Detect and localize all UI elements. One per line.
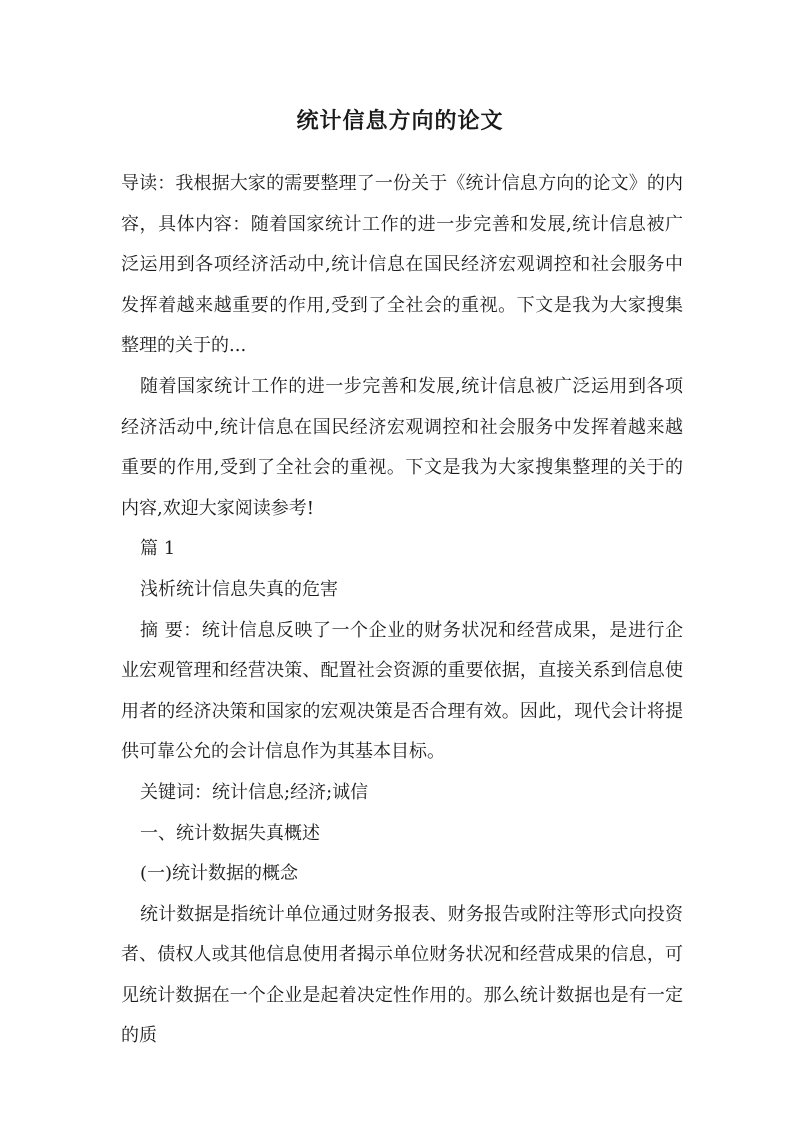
body-paragraph: 随着国家统计工作的进一步完善和发展,统计信息被广泛运用到各项经济活动中,统计信息在国民经济宏观调控和社会服务中发挥着越来越重要的作用,受到了全社会的重视。下文是我为大家搜集整理的关于的内容,欢迎大家阅读参考! bbox=[121, 375, 683, 519]
intro-paragraph: 导读：我根据大家的需要整理了一份关于《统计信息方向的论文》的内容，具体内容：随着国家统计工作的进一步完善和发展,统计信息被广泛运用到各项经济活动中,统计信息在国民经济宏观调控和社会服务中发挥着越来越重要的作用,受到了全社会的重视。下文是我为大家搜集整理的关于的... bbox=[121, 173, 683, 357]
keywords-line: 关键词：统计信息;经济;诚信 bbox=[140, 781, 369, 803]
chapter-label: 篇 1 bbox=[140, 538, 176, 560]
document-title: 统计信息方向的论文 bbox=[296, 108, 504, 134]
body-paragraph: 统计数据是指统计单位通过财务报表、财务报告或附注等形式向投资者、债权人或其他信息使用者揭示单位财务状况和经营成果的信息，可见统计数据在一个企业是起着决定性作用的。那么统计数据也是有一定的质 bbox=[121, 903, 683, 1047]
section-heading: 一、统计数据失真概述 bbox=[140, 822, 320, 844]
subsection-heading: (一)统计数据的概念 bbox=[140, 863, 299, 885]
article-title: 浅析统计信息失真的危害 bbox=[140, 578, 338, 600]
document-body bbox=[121, 164, 683, 1057]
abstract-paragraph: 摘 要：统计信息反映了一个企业的财务状况和经营成果，是进行企业宏观管理和经营决策、配置社会资源的重要依据，直接关系到信息使用者的经济决策和国家的宏观决策是否合理有效。因此，现代会计将提供可靠公允的会计信息作为其基本目标。 bbox=[121, 619, 683, 763]
